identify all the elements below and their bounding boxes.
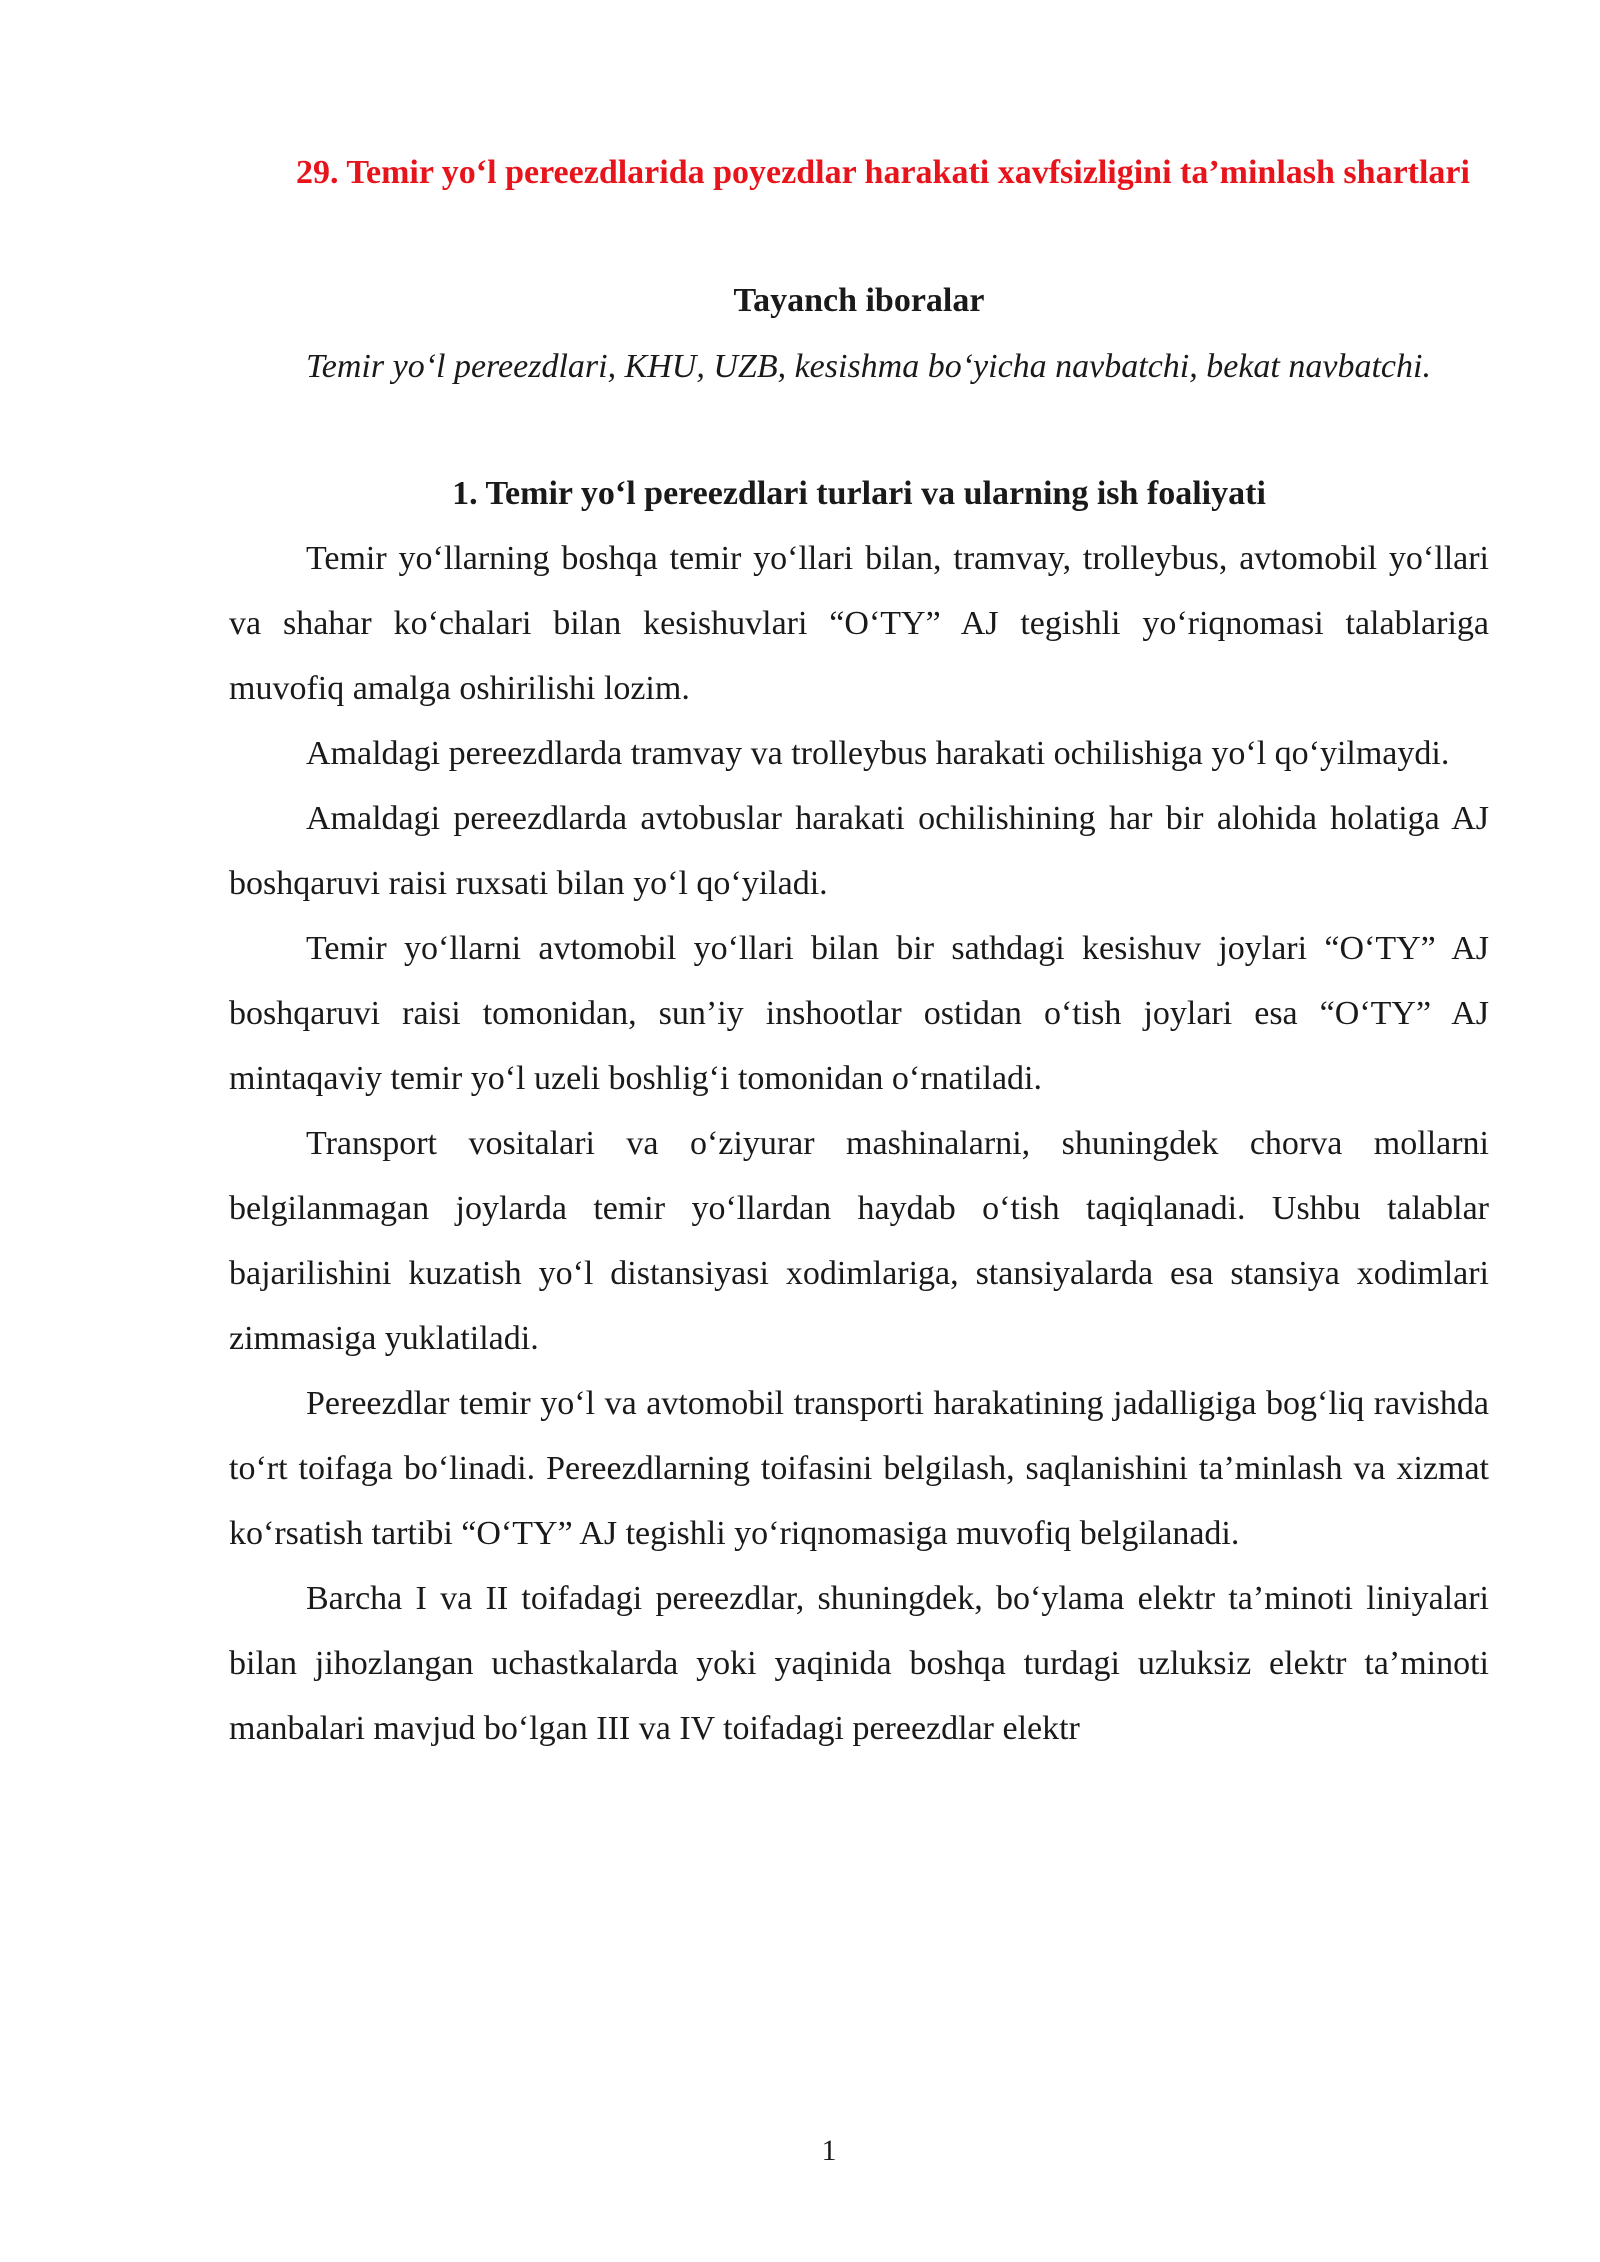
paragraph: Temir yo‘llarning boshqa temir yo‘llari bilan, tramvay, trolleybus, avtomobil yo‘llari va shahar ko‘chalari bilan kesishuvlari “O‘TY” AJ tegishli yo‘riqnomasi talablariga muvofiq amalga oshirilishi lozim.	[229, 540, 1489, 707]
paragraph: Temir yo‘llarni avtomobil yo‘llari bilan bir sathdagi kesishuv joylari “O‘TY” AJ boshqaruvi raisi tomonidan, sun’iy inshootlar ostidan o‘tish joylari esa “O‘TY” AJ mintaqaviy temir yo‘l uzeli boshlig‘i tomonidan o‘rnatiladi.	[229, 930, 1489, 1097]
keywords-heading: Tayanch iboralar	[733, 282, 985, 319]
paragraph: Transport vositalari va o‘ziyurar mashinalarni, shuningdek chorva mollarni belgilanmagan joylarda temir yo‘llardan haydab o‘tish taqiqlanadi. Ushbu talablar bajarilishini kuzatish yo‘l distansiyasi xodimlariga, stansiyalarda esa stansiya xodimlari zimmasiga yuklatiladi.	[229, 1125, 1489, 1357]
document-page	[229, 140, 1489, 1761]
paragraph: Barcha I va II toifadagi pereezdlar, shuningdek, bo‘ylama elektr ta’minoti liniyalari bilan jihozlangan uchastkalarda yoki yaqinida boshqa turdagi uzluksiz elektr ta’minoti manbalari mavjud bo‘lgan III va IV toifadagi pereezdlar elektr	[229, 1580, 1489, 1747]
keywords-text: Temir yo‘l pereezdlari, KHU, UZB, kesishma bo‘yicha navbatchi, bekat navbatchi.	[306, 348, 1431, 385]
chapter-title: 29. Temir yo‘l pereezdlarida poyezdlar harakati xavfsizligini ta’minlash shartlari	[296, 154, 1470, 191]
paragraph: Pereezdlar temir yo‘l va avtomobil transporti harakatining jadalligiga bog‘liq ravishda to‘rt toifaga bo‘linadi. Pereezdlarning toifasini belgilash, saqlanishini ta’minlash va xizmat ko‘rsatish tartibi “O‘TY” AJ tegishli yo‘riqnomasiga muvofiq belgilanadi.	[229, 1385, 1489, 1552]
paragraph: Amaldagi pereezdlarda avtobuslar harakati ochilishining har bir alohida holatiga AJ boshqaruvi raisi ruxsati bilan yo‘l qo‘yiladi.	[229, 800, 1489, 902]
paragraph: Amaldagi pereezdlarda tramvay va trolleybus harakati ochilishiga yo‘l qo‘yilmaydi.	[306, 735, 1450, 772]
page-number: 1	[821, 2134, 837, 2167]
section-heading: 1. Temir yo‘l pereezdlari turlari va ularning ish foaliyati	[452, 475, 1266, 512]
